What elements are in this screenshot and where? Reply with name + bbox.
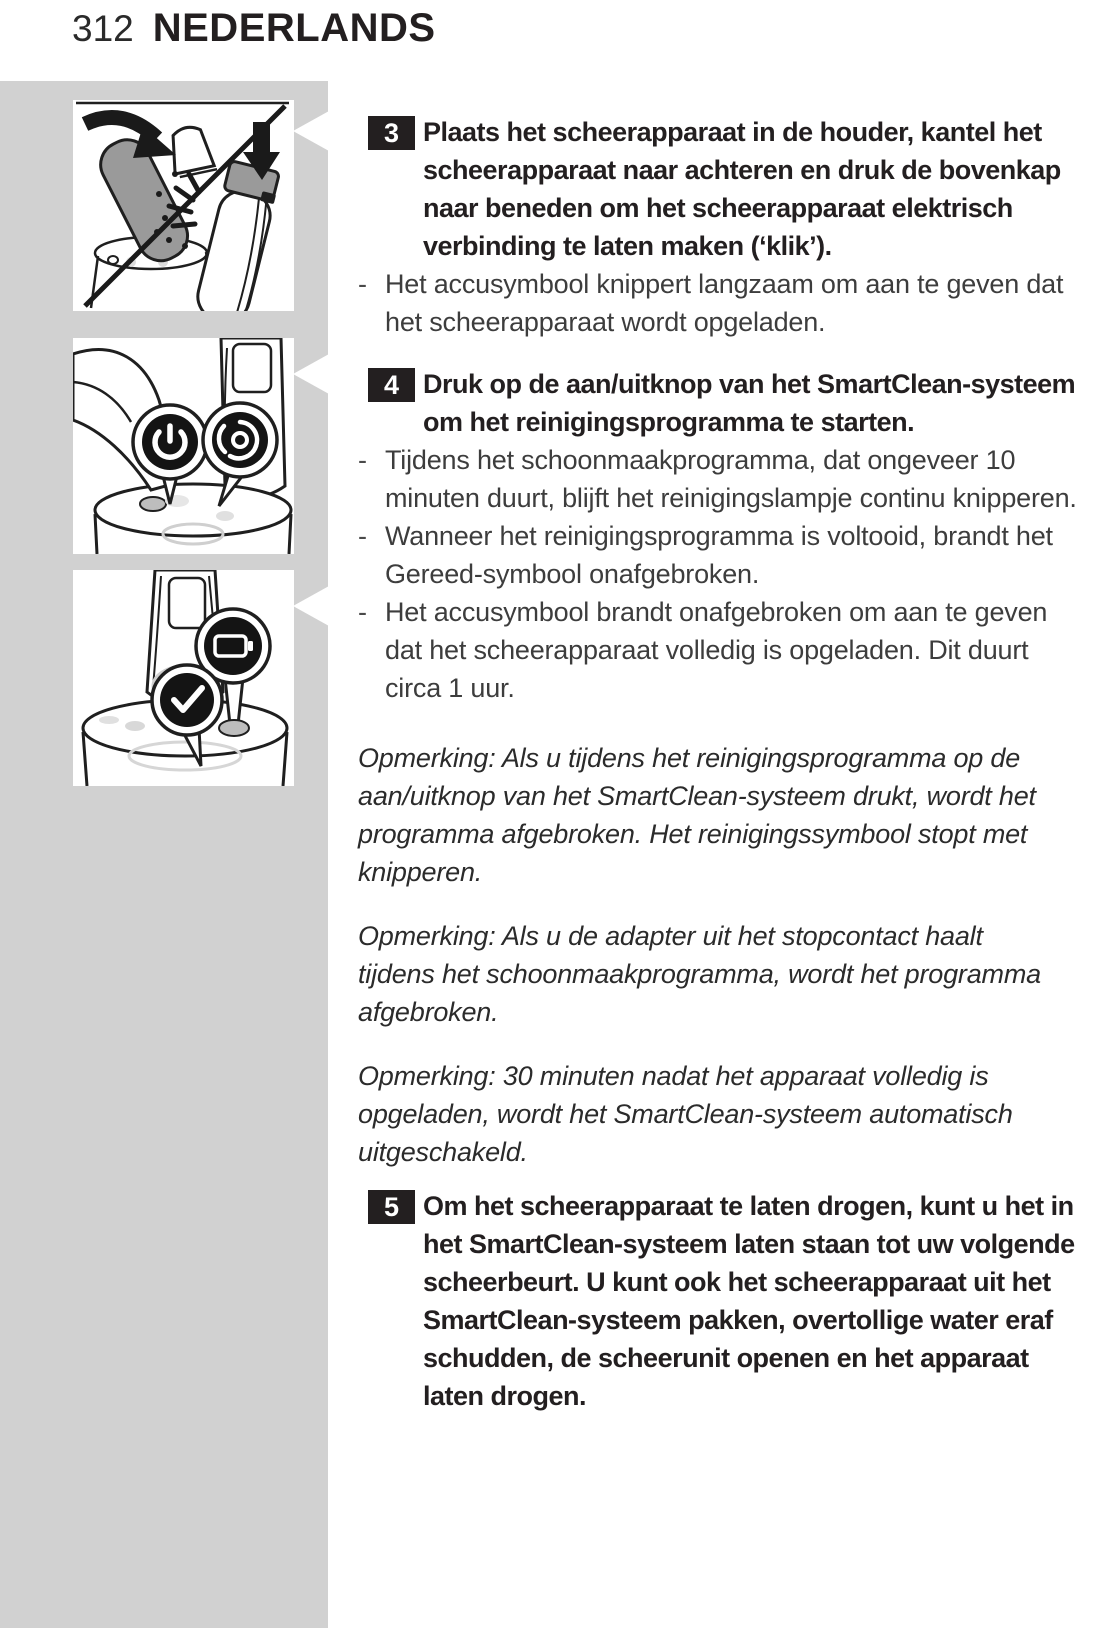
step-text: Plaats het scheerapparaat in de houder, kantel het scheerapparaat naar achteren en druk de bovenkap naar beneden om het scheerapparaat elektrisch verbinding te laten maken (‘klik’). <box>423 117 1061 261</box>
bullet-item <box>358 593 1082 707</box>
step-number-badge: 5 <box>368 1190 415 1224</box>
bullet-text: Het accusymbool knippert langzaam om aan te geven dat het scheerapparaat wordt opgeladen. <box>385 269 1064 337</box>
callout-pointer-figure1 <box>293 111 329 151</box>
bullet-marker: - <box>358 597 367 627</box>
bullet-item <box>358 265 1082 341</box>
step-number-badge: 4 <box>368 368 415 402</box>
step-5 <box>358 1187 1082 1415</box>
step-number-badge: 3 <box>368 116 415 150</box>
bullet-text: Het accusymbool brandt onafgebroken om aan te geven dat het scheerapparaat volledig is opgeladen. Dit duurt circa 1 uur. <box>385 597 1048 703</box>
callout-pointer-figure2 <box>293 354 329 394</box>
bullet-marker: - <box>358 521 367 551</box>
bullet-text: Tijdens het schoonmaakprogramma, dat ongeveer 10 minuten duurt, blijft het reinigingslampje continu knipperen. <box>385 445 1077 513</box>
figure-ready-charged-drawing <box>73 570 294 786</box>
note-paragraph: Opmerking: 30 minuten nadat het apparaat volledig is opgeladen, wordt het SmartClean-systeem automatisch uitgeschakeld. <box>358 1061 1013 1167</box>
smartclean-base <box>95 484 291 554</box>
instructions-column <box>358 100 1082 1415</box>
bullet-item <box>358 517 1082 593</box>
step-4 <box>358 365 1082 441</box>
bullet-marker: - <box>358 445 367 475</box>
shaver-cap <box>166 123 217 178</box>
step-text: Om het scheerapparaat te laten drogen, kunt u het in het SmartClean-systeem laten staan tot uw volgende scheerbeurt. U kunt ook het scheerapparaat uit het SmartClean-systeem pakken, overtollige water eraf schudden, de scheerunit openen en het apparaat laten drogen. <box>423 1191 1075 1411</box>
figure-press-button <box>73 338 294 554</box>
figure-ready-charged <box>73 570 294 786</box>
illustration-column-background <box>0 81 328 1628</box>
step-text: Druk op de aan/uitknop van het SmartClean-systeem om het reinigingsprogramma te starten. <box>423 369 1076 437</box>
page-header <box>72 6 436 51</box>
shaver-in-dock-left <box>85 118 217 308</box>
step-4-bullets <box>358 441 1082 707</box>
bullet-item <box>358 441 1082 517</box>
figure-place-shaver <box>73 100 294 311</box>
bullet-text: Wanneer het reinigingsprogramma is voltooid, brandt het Gereed-symbool onafgebroken. <box>385 521 1053 589</box>
page-number: 312 <box>72 8 134 49</box>
callout-pointer-figure3 <box>293 586 329 626</box>
figure-place-shaver-drawing <box>73 100 294 311</box>
step-3-bullets <box>358 265 1082 341</box>
figure-press-button-drawing <box>73 338 294 554</box>
note-paragraph: Opmerking: Als u de adapter uit het stopcontact haalt tijdens het schoonmaakprogramma, wordt het programma afgebroken. <box>358 921 1041 1027</box>
bullet-marker: - <box>358 269 367 299</box>
note-paragraph: Opmerking: Als u tijdens het reinigingsprogramma op de aan/uitknop van het SmartClean-systeem drukt, wordt het programma afgebroken. Het reinigingssymbool stopt met knipperen. <box>358 743 1036 887</box>
page-title: NEDERLANDS <box>152 6 436 50</box>
step-3 <box>358 113 1082 265</box>
